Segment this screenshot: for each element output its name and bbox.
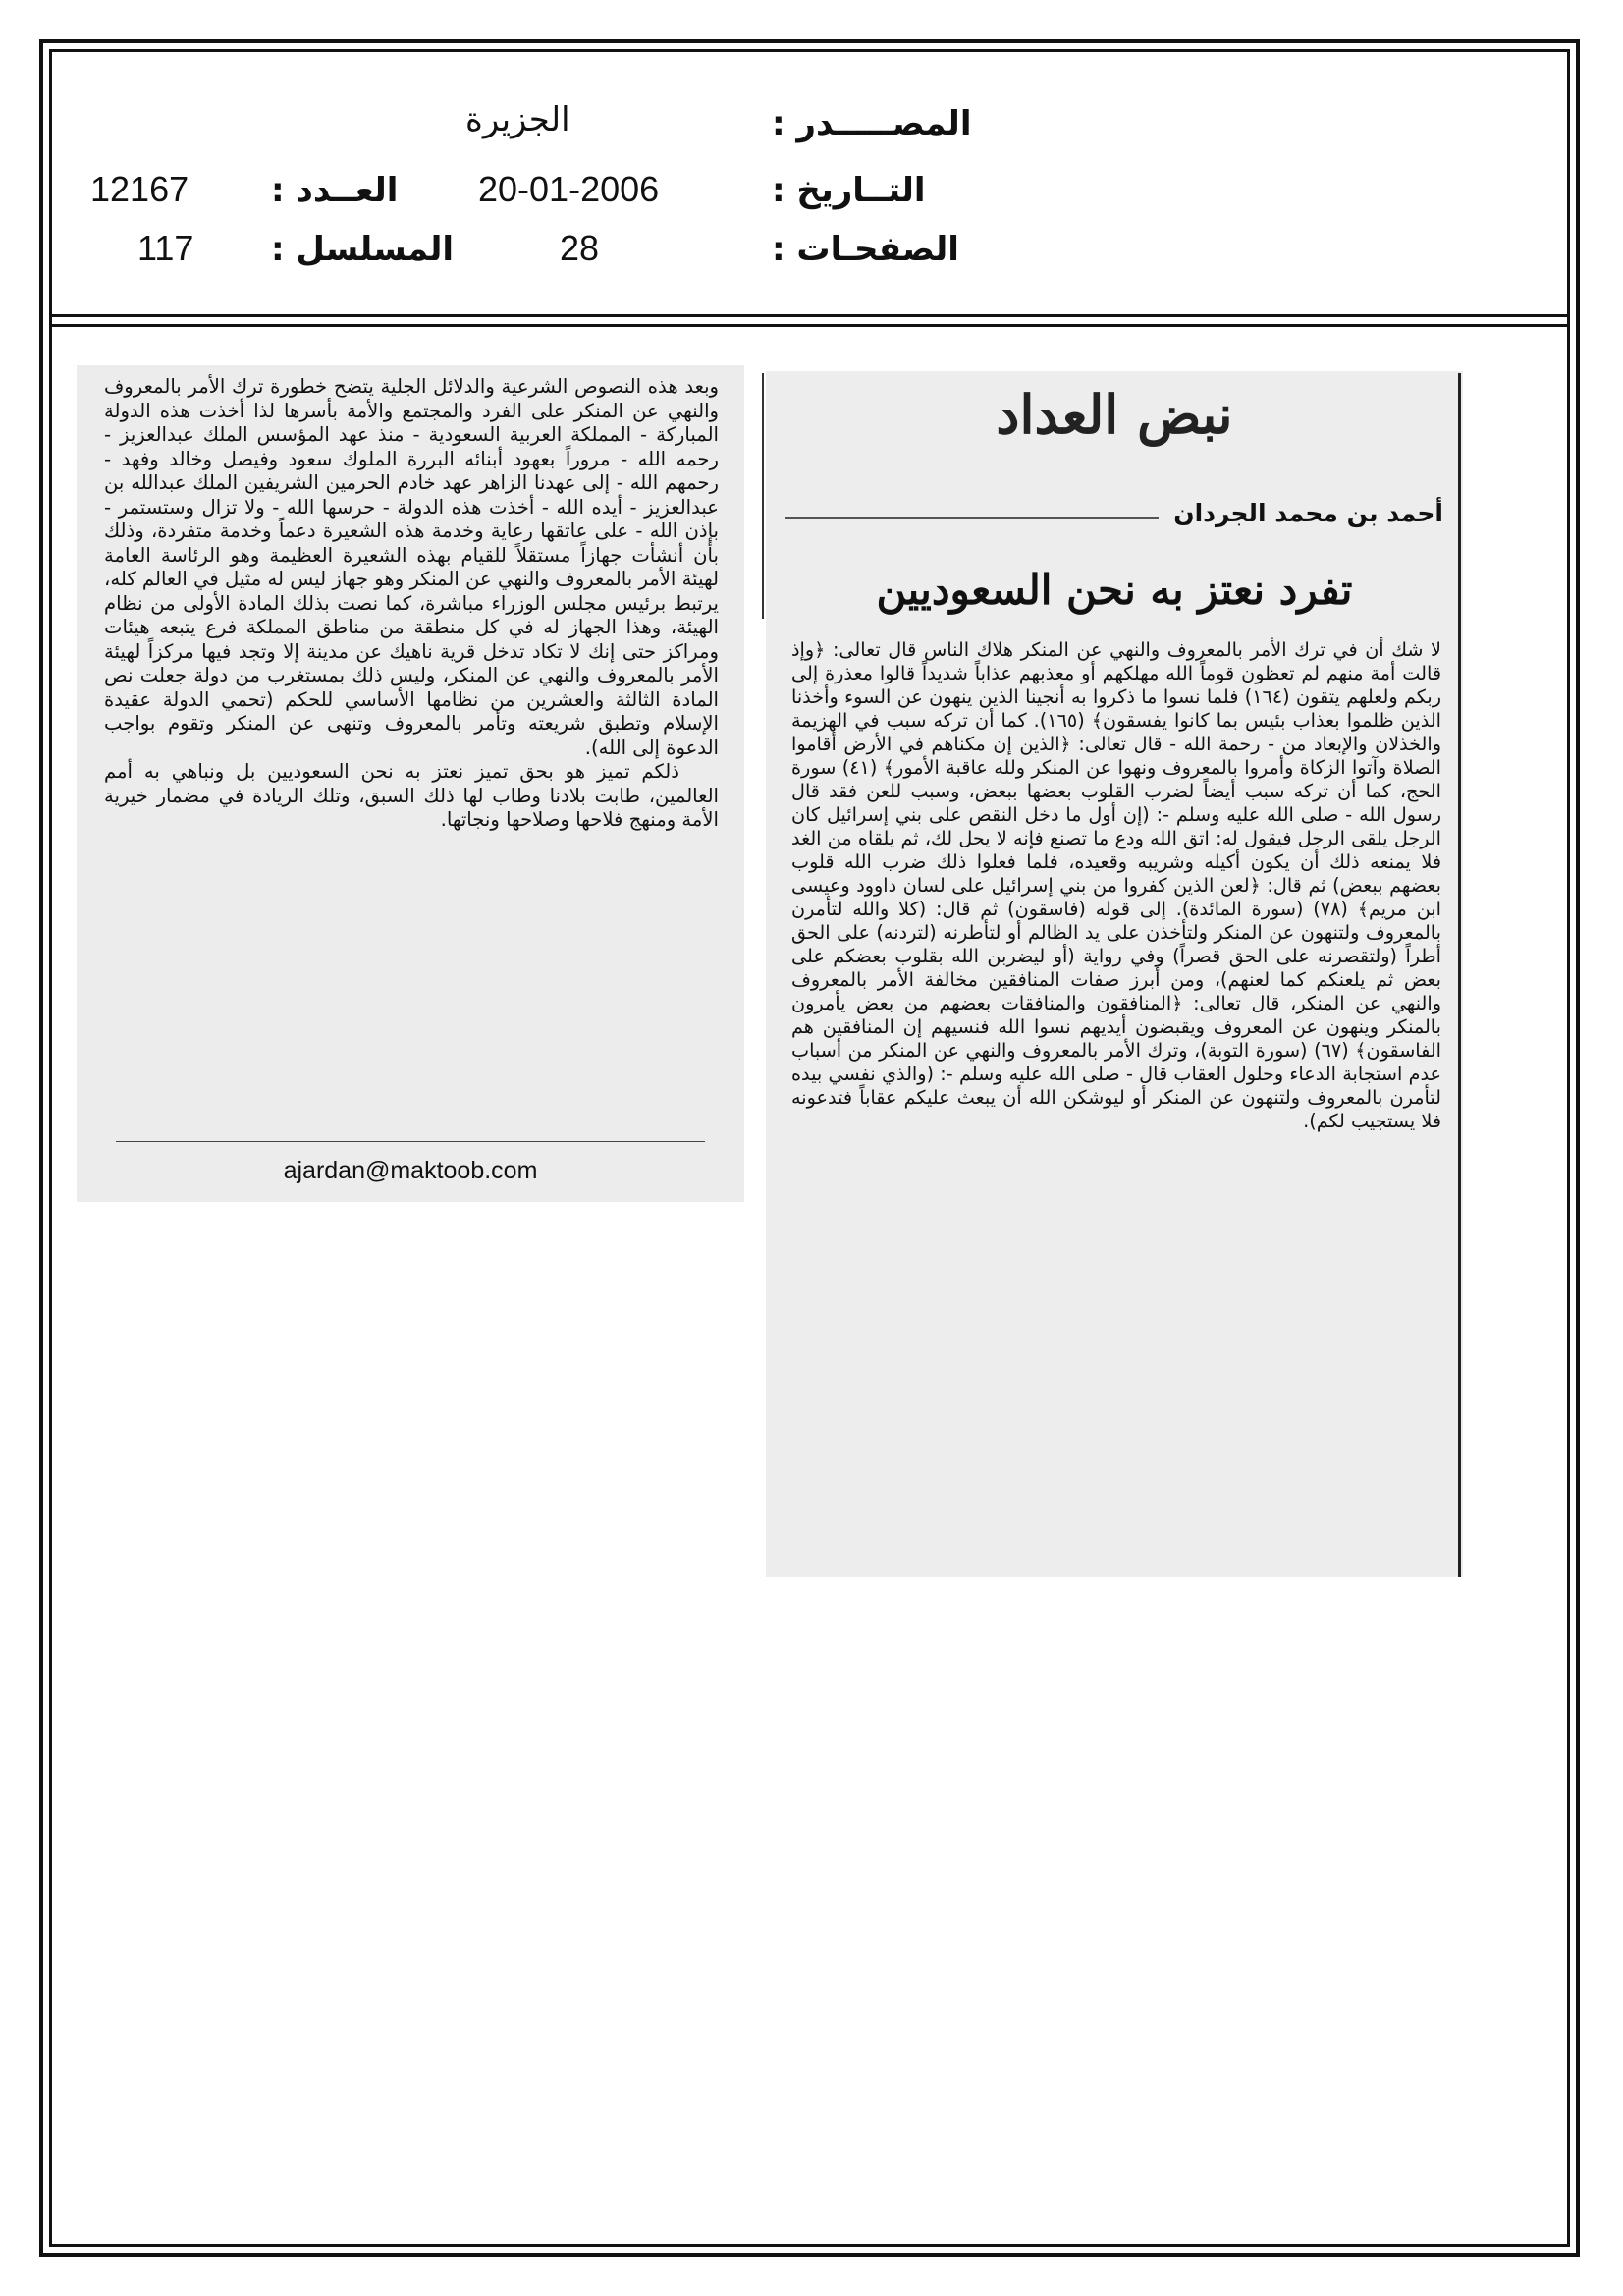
article-paragraph: لا شك أن في ترك الأمر بالمعروف والنهي عن المنكر هلاك الناس قال تعالى: ﴿وإذ قالت أمة منهم لم تعظون قوماً الله مهلكهم أو معذبهم عذاباً شديداً قالوا معذرة إلى ربكم ولعلهم يتقون (١٦٤) فلما نسوا ما ذكروا به أنجينا الذين ينهون عن السوء وأخذنا الذين ظلموا بعذاب بئيس بما كانوا يفسقون﴾ (١٦٥). كما أن تركه سبب في الهزيمة والخذلان والإبعاد من - رحمة الله - قال تعالى: ﴿الذين إن مكناهم في الأرض أقاموا الصلاة وآتوا الزكاة وأمروا بالمعروف ونهوا عن المنكر ولله عاقبة الأمور﴾ (٤١) سورة الحج، كما أن تركه سبب أيضاً لضرب القلوب بعضها ببعض، وسبب للعن فقد قال رسول الله - صلى الله عليه وسلم -: (إن أول ما دخل النقص على بني إسرائيل كان الرجل يلقى الرجل فيقول له: اتق الله ودع ما تصنع فإنه لا يحل لك، ثم يلقاه من الغد فلا يمنعه ذلك أن يكون أكيله وشريبه وقعيده، فلما فعلوا ذلك ضرب الله قلوب بعضهم ببعض) ثم قال: ﴿لعن الذين كفروا من بني إسرائيل على لسان داوود وعيسى ابن مريم﴾ (٧٨) (سورة المائدة). إلى قوله (فاسقون) ثم قال: (كلا والله لتأمرن بالمعروف ولتنهون عن المنكر ولتأخذن على يد الظالم أو لتأطرنه (لتردنه) على الحق أطراً (ولتقصرنه على الحق قصراً) وفي رواية (أو ليضربن الله بقلوب بعضكم على بعض ثم يلعنكم كما لعنهم)، ومن أبرز صفات المنافقين مخالفة الأمر بالمعروف والنهي عن المنكر، قال تعالى: ﴿المنافقون والمنافقات بعضهم من بعض يأمرون بالمنكر وينهون عن المعروف ويقبضون أيديهم نسوا الله فنسيهم إن المنافقين هم الفاسقون﴾ (٦٧) (سورة التوبة)، وترك الأمر بالمعروف والنهي عن المنكر من أسباب عدم استجابة الدعاء وحلول العقاب قال - صلى الله عليه وسلم -: (والذي نفسي بيده لتأمرن بالمعروف ولتنهون عن المنكر أو ليوشكن الله أن يبعث عليكم عقاباً فتدعونه فلا يستجيب لكم). [791, 638, 1441, 1132]
serial-value: 117 [137, 228, 194, 268]
clipping-edge-line [1458, 373, 1461, 1577]
email-divider [116, 1141, 705, 1142]
article-clipping-right [766, 371, 1463, 1577]
source-label: المصـــــدر : [772, 104, 972, 143]
article-clipping-left [77, 365, 744, 1202]
article-paragraph: ذلكم تميز هو بحق تميز نعتز به نحن السعوديين بل ونباهي به أمم العالمين، طابت بلادنا وطاب لها ذلك السبق، وتلك الريادة في مضمار خيرية الأمة ومنهج فلاحها وصلاحها ونجاتها. [104, 760, 719, 831]
header-divider-secondary [49, 324, 1570, 327]
article-headline: تفرد نعتز به نحن السعوديين [876, 566, 1353, 614]
column-name: نبض العداد [996, 383, 1233, 446]
pages-value: 28 [560, 228, 600, 268]
serial-label: المسلسل : [271, 230, 455, 269]
source-value: الجزيرة [465, 100, 570, 139]
author-name: أحمد بن محمد الجردان [1173, 499, 1443, 527]
header-divider [49, 314, 1570, 317]
date-label: التــاريخ : [772, 171, 926, 210]
author-email: ajardan@maktoob.com [283, 1157, 538, 1184]
issue-label: العــدد : [271, 171, 399, 210]
column-separator [762, 373, 764, 619]
issue-value: 12167 [90, 169, 189, 209]
author-underline [785, 517, 1159, 519]
pages-label: الصفحـات : [772, 230, 959, 269]
article-paragraph: وبعد هذه النصوص الشرعية والدلائل الجلية يتضح خطورة ترك الأمر بالمعروف والنهي عن المنكر على الفرد والمجتمع والأمة بأسرها لذا أخذت هذه الدولة المباركة - المملكة العربية السعودية - منذ عهد المؤسس الملك عبدالعزيز - رحمه الله - مروراً بعهود أبنائه البررة الملوك سعود وفيصل وخالد وفهد - رحمهم الله - إلى عهدنا الزاهر عهد خادم الحرمين الشريفين الملك عبدالله بن عبدالعزيز - أيده الله - أخذت هذه الدولة - حرسها الله - ولا تزال وستستمر - بإذن الله - على عاتقها رعاية وخدمة هذه الشعيرة دعماً وخدمة متفردة، وذلك بأن أنشأت جهازاً مستقلاً للقيام بهذه الشعيرة العظيمة وهو الرئاسة العامة لهيئة الأمر بالمعروف والنهي عن المنكر وهو جهاز ليس له مثيل في العالم كله، يرتبط برئيس مجلس الوزراء مباشرة، كما نصت بذلك المادة الأولى من نظام الهيئة، وهذا الجهاز له في كل منطقة من مناطق المملكة فرع يتبعه هيئات ومراكز حتى إنك لا تكاد تدخل قرية ناهيك عن مدينة إلا وتجد فيها مركزاً لهيئة الأمر بالمعروف والنهي عن المنكر، وليس ذلك بمستغرب من دولة جعلت نص المادة الثالثة والعشرين من نظامها الأساسي للحكم (تحمي الدولة عقيدة الإسلام وتطبق شريعته وتأمر بالمعروف وتنهى عن المنكر وتقوم بواجب الدعوة إلى الله). [104, 375, 719, 759]
date-value: 20-01-2006 [478, 169, 660, 209]
article-body-left [104, 375, 719, 833]
article-body-right [791, 638, 1441, 1133]
